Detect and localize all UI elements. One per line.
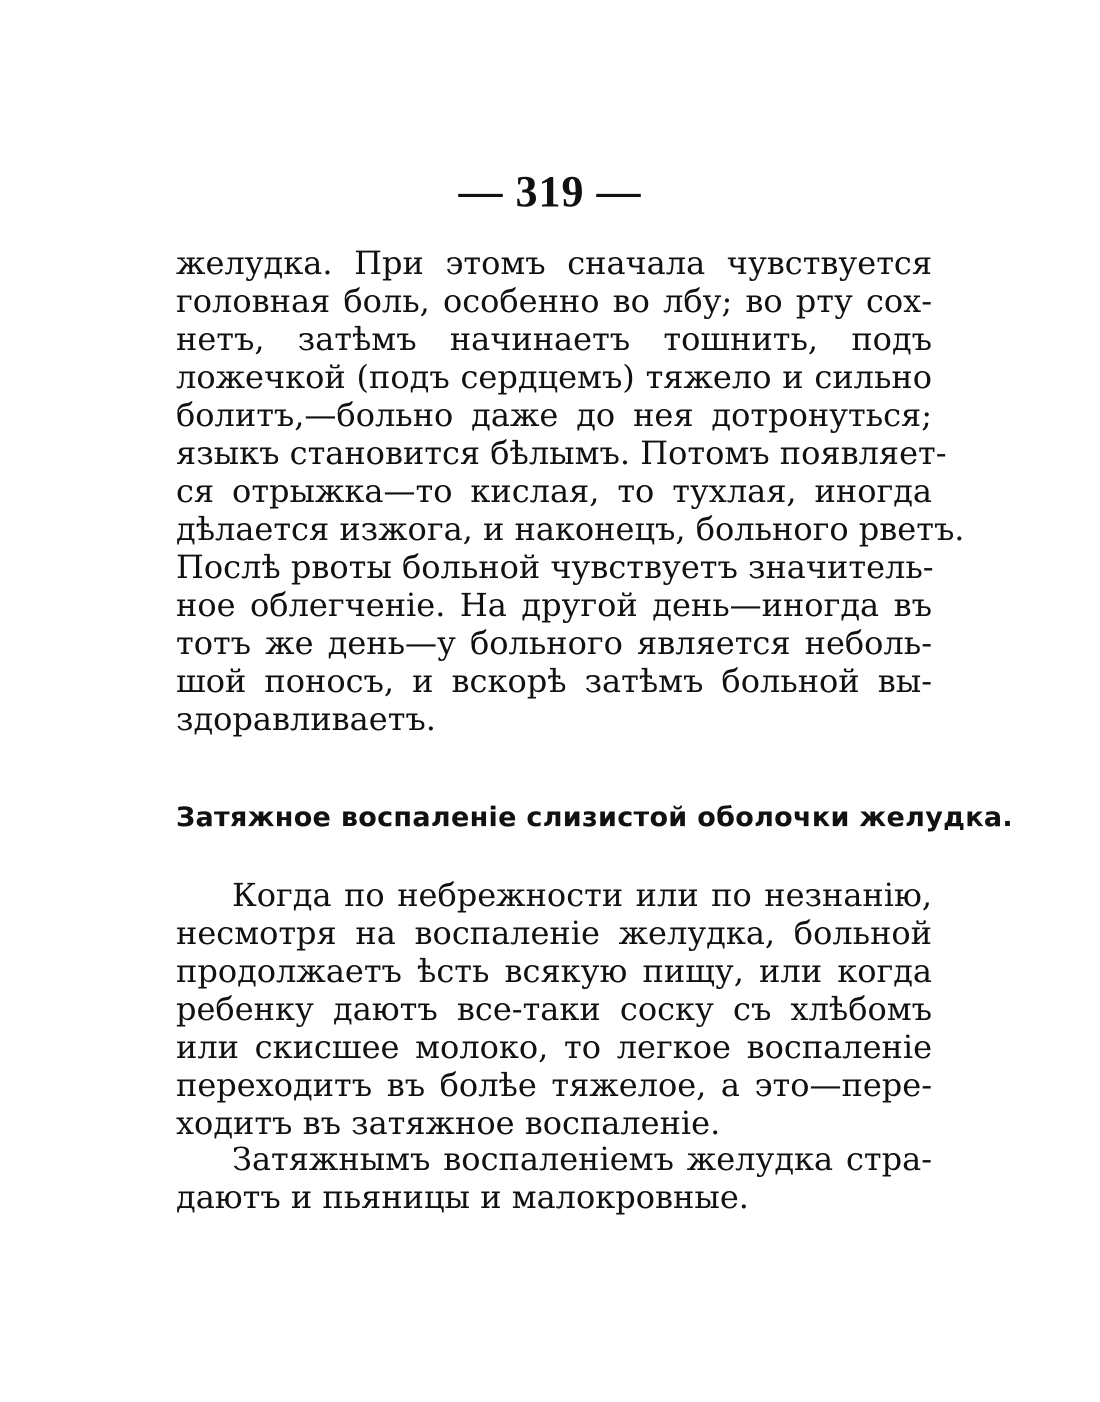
text-line: Послѣ рвоты больной чувствуетъ значитель- (176, 548, 934, 586)
text-line: ходитъ въ затяжное воспаленіе. (176, 1104, 721, 1142)
text-line: болитъ,—больно даже до нея дотронуться; (176, 396, 932, 434)
text-line: ное облегченіе. На другой день—иногда въ (176, 586, 932, 624)
paragraph-2 (176, 876, 932, 1142)
text-line: продолжаетъ ѣсть всякую пищу, или когда (176, 952, 932, 990)
text-line: ложечкой (подъ сердцемъ) тяжело и сильно (176, 358, 932, 396)
text-line: желудка. При этомъ сначала чувствуется (176, 244, 932, 282)
text-line: нетъ, затѣмъ начинаетъ тошнить, подъ (176, 320, 932, 358)
text-line: или скисшее молоко, то легкое воспаленіе (176, 1028, 932, 1066)
section-heading: Затяжное воспаленіе слизистой оболочки желудка. (176, 802, 1013, 833)
paragraph-3 (176, 1140, 932, 1216)
text-line: языкъ становится бѣлымъ. Потомъ появляет- (176, 434, 947, 472)
text-line: головная боль, особенно во лбу; во рту сох- (176, 282, 932, 320)
paragraph-1 (176, 244, 965, 738)
text-line: несмотря на воспаленіе желудка, больной (176, 914, 932, 952)
text-line: переходитъ въ болѣе тяжелое, а это—пере- (176, 1066, 932, 1104)
text-line: шой поносъ, и вскорѣ затѣмъ больной вы- (176, 662, 932, 700)
text-line: ребенку даютъ все-таки соску съ хлѣбомъ (176, 990, 932, 1028)
page-number: — 319 — (458, 167, 642, 216)
text-line: ся отрыжка—то кислая, то тухлая, иногда (176, 472, 932, 510)
text-line: дѣлается изжога, и наконецъ, больного рветъ. (176, 510, 965, 548)
text-line: даютъ и пьяницы и малокровные. (176, 1178, 749, 1216)
text-line: тотъ же день—у больного является неболь- (176, 624, 932, 662)
text-line: Затяжнымъ воспаленіемъ желудка стра- (232, 1140, 932, 1178)
text-line: здоравливаетъ. (176, 700, 436, 738)
text-line: Когда по небрежности или по незнанію, (232, 876, 932, 914)
